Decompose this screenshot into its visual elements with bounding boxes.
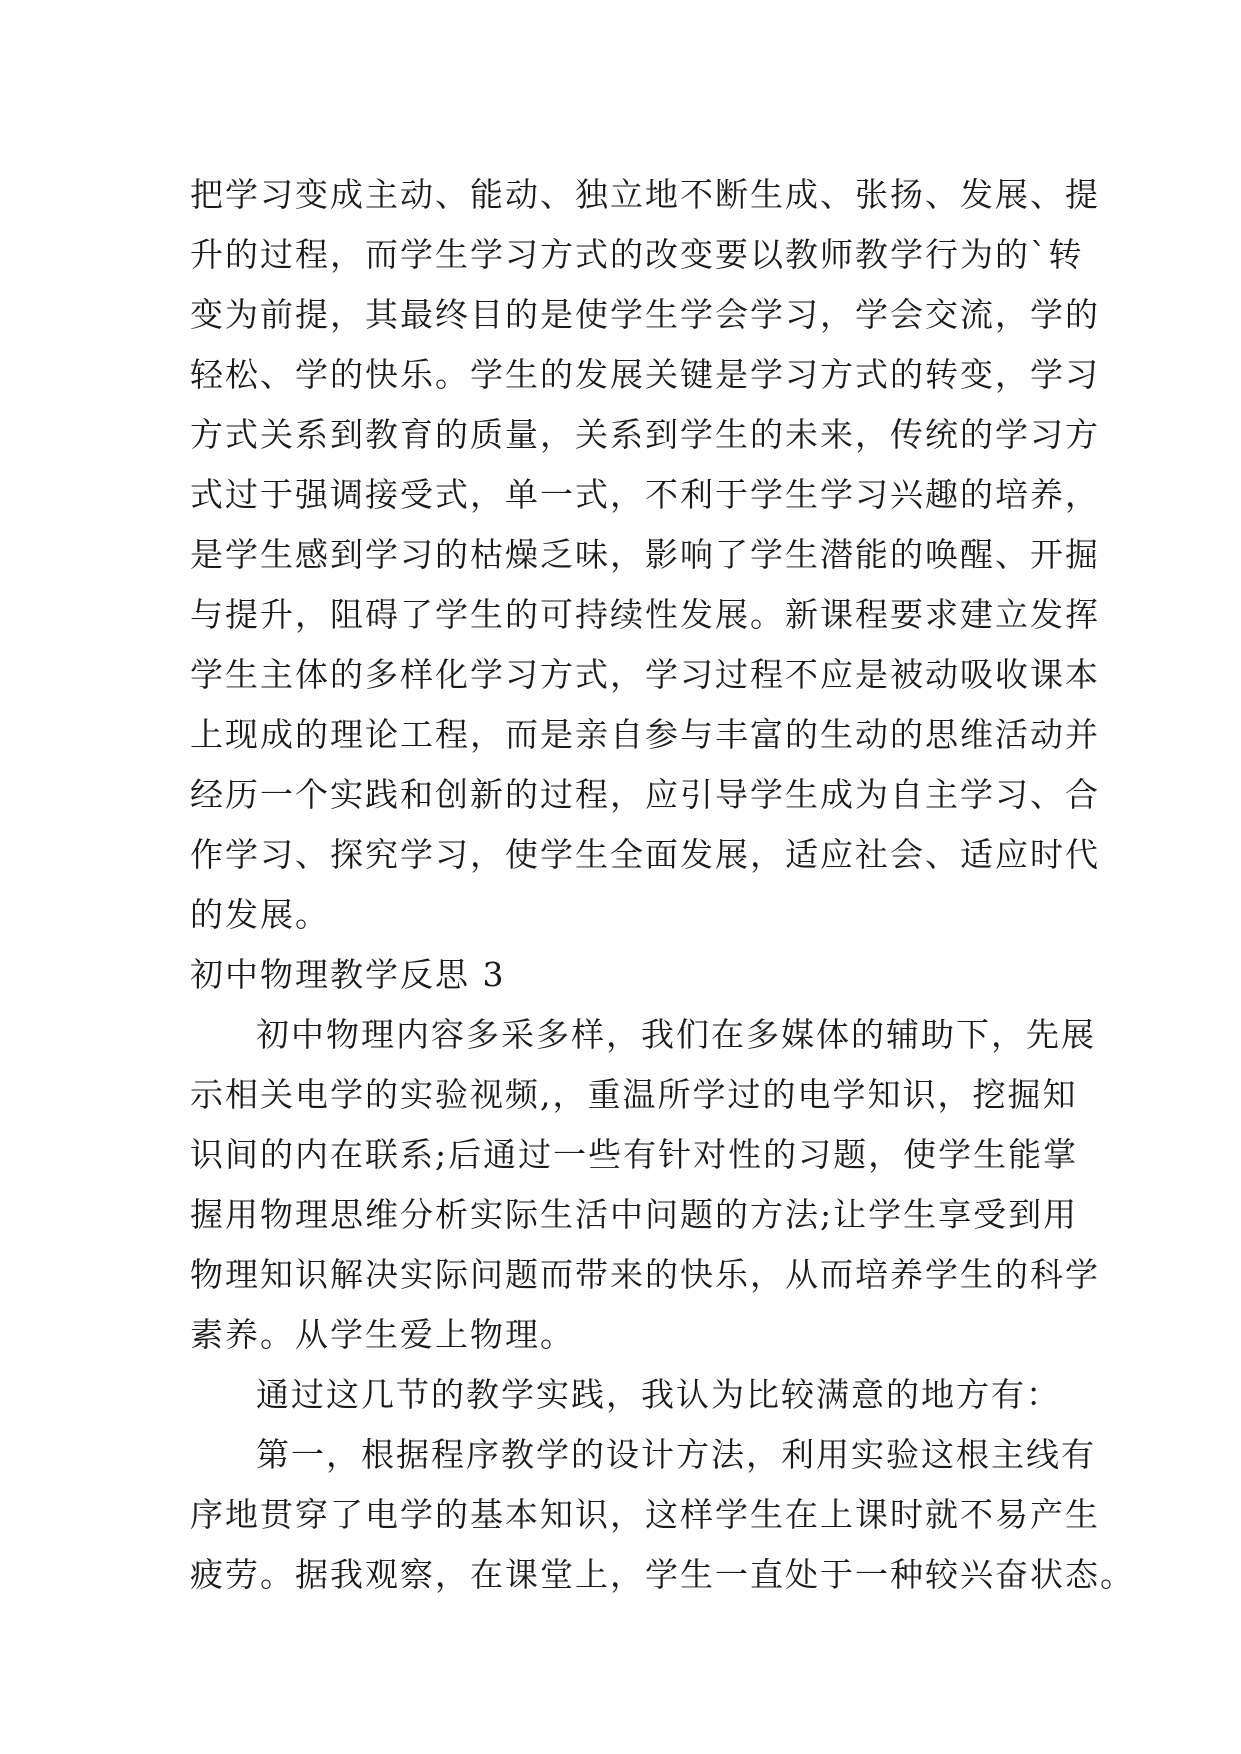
text-line: 示相关电学的实验视频,，重温所学过的电学知识，挖掘知 bbox=[190, 1075, 1078, 1114]
text-line: 识间的内在联系;后通过一些有针对性的习题，使学生能掌 bbox=[190, 1135, 1079, 1174]
text-line: 作学习、探究学习，使学生全面发展，适应社会、适应时代 bbox=[190, 835, 1100, 874]
paragraph-2 bbox=[190, 1005, 1100, 1365]
text-line: 变为前提，其最终目的是使学生学会学习，学会交流，学的 bbox=[190, 295, 1100, 334]
text-line: 第一，根据程序教学的设计方法，利用实验这根主线有 bbox=[256, 1435, 1096, 1474]
text-line: 是学生感到学习的枯燥乏味，影响了学生潜能的唤醒、开掘 bbox=[190, 535, 1100, 574]
document-page bbox=[190, 165, 1135, 1605]
text-line: 握用物理思维分析实际生活中问题的方法;让学生享受到用 bbox=[190, 1195, 1079, 1234]
text-line: 把学习变成主动、能动、独立地不断生成、张扬、发展、提 bbox=[190, 175, 1100, 214]
text-line: 初中物理内容多采多样，我们在多媒体的辅助下，先展 bbox=[256, 1015, 1096, 1054]
text-line: 上现成的理论工程，而是亲自参与丰富的生动的思维活动并 bbox=[190, 715, 1100, 754]
text-line: 的发展。 bbox=[190, 895, 330, 934]
text-line: 式过于强调接受式，单一式，不利于学生学习兴趣的培养， bbox=[190, 475, 1100, 514]
text-line: 素养。从学生爱上物理。 bbox=[190, 1315, 575, 1354]
paragraph-4 bbox=[190, 1425, 1135, 1605]
text-line: 物理知识解决实际问题而带来的快乐，从而培养学生的科学 bbox=[190, 1255, 1100, 1294]
text-line: 方式关系到教育的质量，关系到学生的未来，传统的学习方 bbox=[190, 415, 1100, 454]
paragraph-1 bbox=[190, 165, 1100, 945]
paragraph-3 bbox=[190, 1365, 1061, 1425]
text-line: 与提升，阻碍了学生的可持续性发展。新课程要求建立发挥 bbox=[190, 595, 1100, 634]
text-line: 学生主体的多样化学习方式，学习过程不应是被动吸收课本 bbox=[190, 655, 1100, 694]
text-line: 经历一个实践和创新的过程，应引导学生成为自主学习、合 bbox=[190, 775, 1100, 814]
text-line: 疲劳。据我观察，在课堂上，学生一直处于一种较兴奋状态。 bbox=[190, 1555, 1135, 1594]
text-line: 通过这几节的教学实践，我认为比较满意的地方有： bbox=[256, 1375, 1061, 1414]
text-line: 轻松、学的快乐。学生的发展关键是学习方式的转变，学习 bbox=[190, 355, 1100, 394]
section-title: 初中物理教学反思 3 bbox=[190, 955, 506, 994]
text-line: 升的过程，而学生学习方式的改变要以教师教学行为的`转 bbox=[190, 235, 1084, 274]
text-line: 序地贯穿了电学的基本知识，这样学生在上课时就不易产生 bbox=[190, 1495, 1100, 1534]
